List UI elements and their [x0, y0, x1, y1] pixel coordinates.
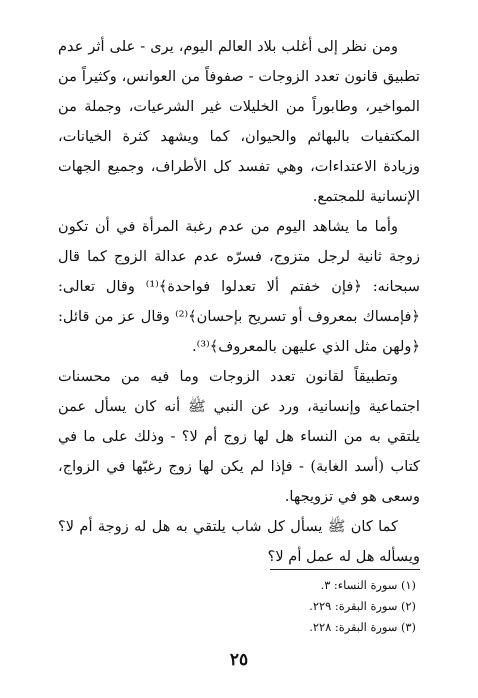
- paragraph-second-wife: وأما ما يشاهد اليوم من عدم رغبة المرأة في أن تكون زوجة ثانية لرجل متزوج، فسرّه عدم عدالة الزوج كما قال سبحانه: ﴿فإن خفتم ألا تعدلوا فواحدة﴾⁽¹⁾ وقال تعالى: ﴿فإمساك بمعروف أو تسريح بإحسان﴾⁽²⁾ وقال عز من قائل: ﴿ولهن مثل الذي عليهن بالمعروف﴾⁽³⁾.: [58, 218, 420, 355]
- footnote-separator: [270, 569, 420, 570]
- footnotes: [116, 575, 416, 638]
- paragraph-prophet-young-men: كما كان ﷺ يسأل كل شاب يلتقي به هل له زوجة أم لا؟ ويسأله هل له عمل أم لا؟: [58, 518, 420, 565]
- paragraph-prophet-practice: وتطبيقاً لقانون تعدد الزوجات وما فيه من محسنات اجتماعية وإنسانية، ورد عن النبي ﷺ أنه كان يسأل عمن يلتقي به من النساء هل لها زوج أم لا؟ - وذلك على ما في كتاب (أسد الغابة) - فإذا لم يكن لها زوج رغبّها في الزواج، وسعى هو في تزويجها.: [58, 368, 420, 505]
- footnote-1: (١) سورة النساء: ٣.: [320, 578, 416, 592]
- footnote-2: (٢) سورة البقرة: ٢٢٩.: [309, 599, 416, 613]
- page-number: ٢٥: [229, 650, 249, 670]
- main-text: [58, 32, 420, 572]
- footnote-3: (٣) سورة البقرة: ٢٢٨.: [309, 620, 416, 634]
- paragraph-polygamy-consequences: ومن نظر إلى أغلب بلاد العالم اليوم، يرى - على أثر عدم تطبيق قانون تعدد الزوجات - صفوفاً من العوانس، وكثيراً من المواخير، وطابوراً من الخليلات غير الشرعيات، وجملة من المكتفيات بالبهائم والحيوان، كما ويشهد كثرة الخيانات، وزيادة الاعتداءات، وهي تفسد كل الأطراف، وجميع الجهات الإنسانية للمجتمع.: [58, 38, 420, 205]
